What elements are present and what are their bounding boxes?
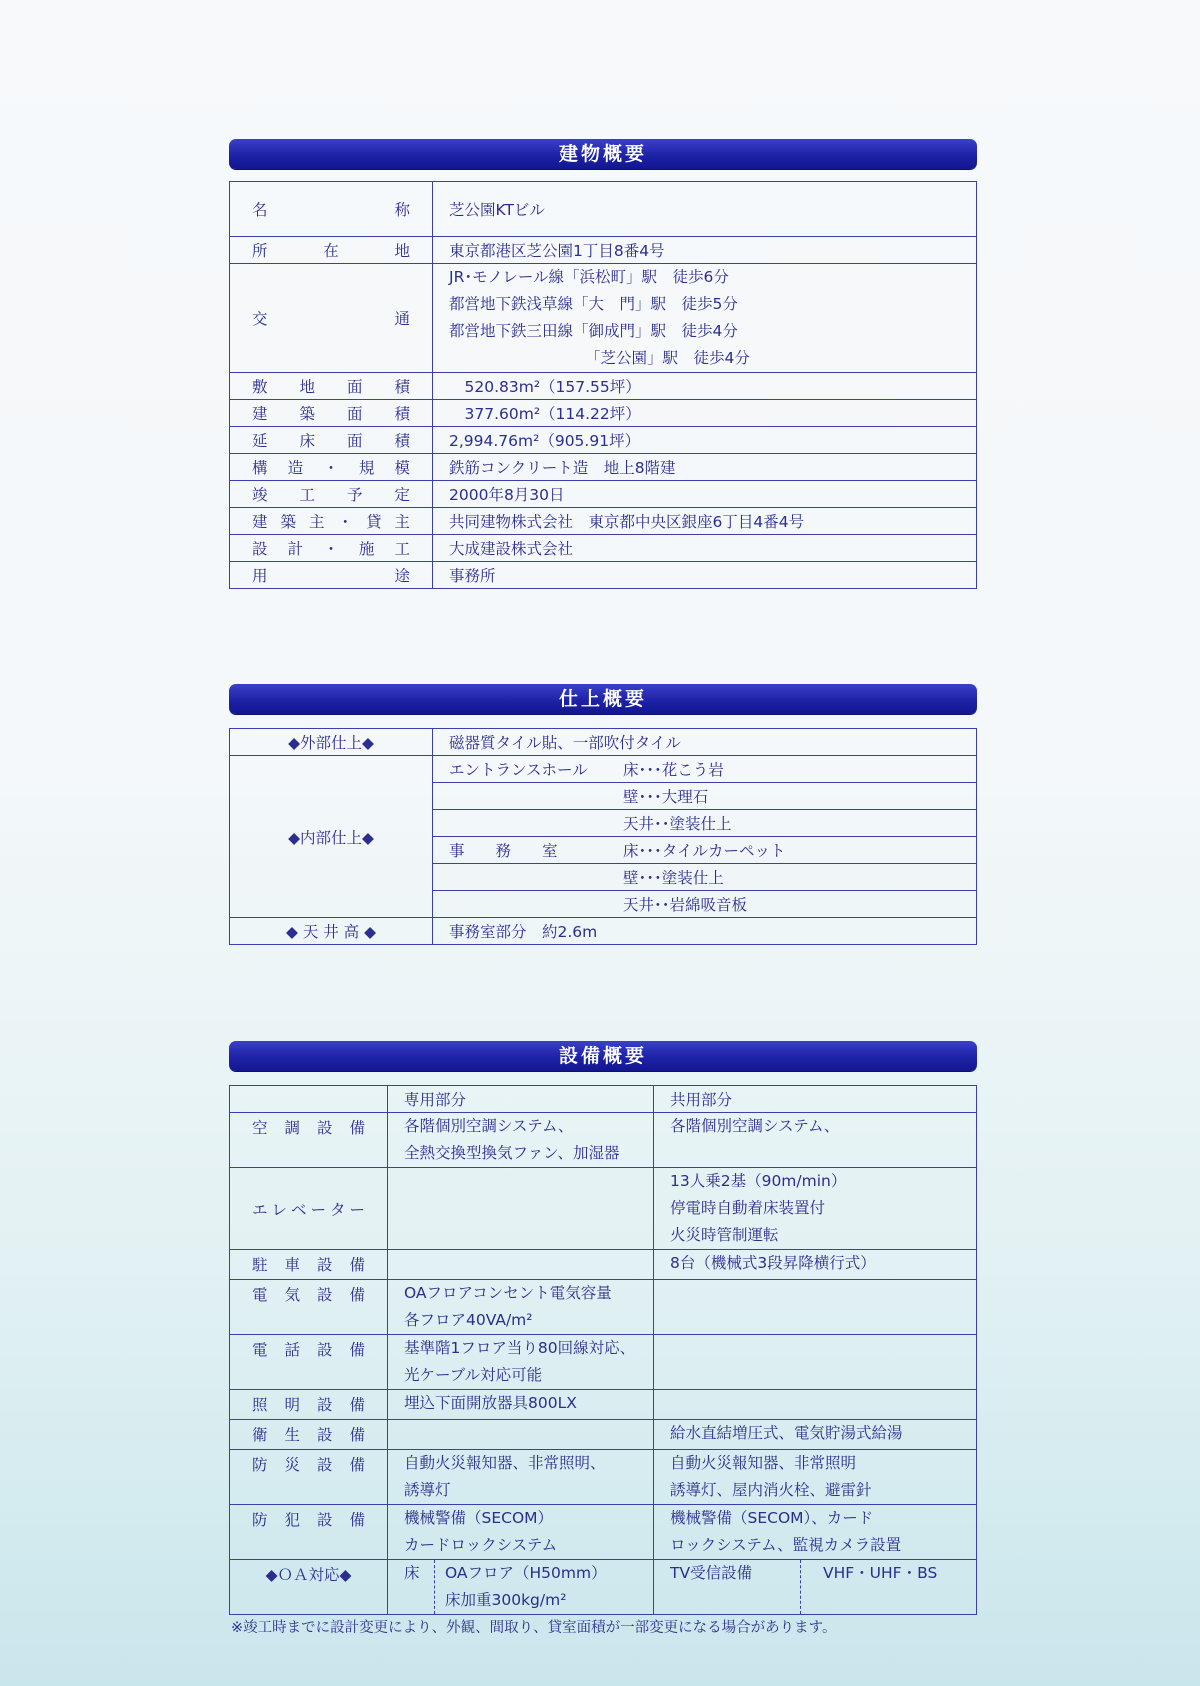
table-row [230, 918, 977, 945]
common-cell [654, 1250, 977, 1280]
table-header-row [230, 1086, 977, 1113]
interior-value-cell [433, 864, 977, 891]
interior-spec: 天井･･岩綿吸音板 [623, 896, 748, 914]
exterior-value: 磁器質タイル貼、一部吹付タイル [433, 729, 977, 756]
row-label-cell [230, 1113, 388, 1168]
row-label: 建 築 面 積 [252, 405, 410, 423]
table-row [230, 1113, 977, 1168]
row-label: 駐 車 設 備 [252, 1256, 365, 1274]
oa-floor-cell [388, 1560, 654, 1615]
cell-lines [670, 1113, 960, 1140]
common-cell [654, 1113, 977, 1168]
cell-line: 自動火災報知器、非常照明、 [404, 1454, 606, 1472]
interior-value-cell [433, 783, 977, 810]
cell-line: 「芝公園」駅 徒歩4分 [585, 349, 750, 367]
private-cell [388, 1113, 654, 1168]
table-row [230, 1390, 977, 1420]
cell-line: 誘導灯、屋内消火栓、避雷針 [670, 1481, 872, 1499]
exterior-label: ◆外部仕上◆ [230, 729, 433, 756]
cell-line: 機械警備（SECOM） [404, 1509, 554, 1527]
interior-label: ◆内部仕上◆ [230, 756, 433, 918]
row-label-cell [230, 535, 433, 562]
footnote: ※竣工時までに設計変更により、外観、間取り、貸室面積が一部変更になる場合があります。 [231, 1620, 837, 1636]
cell-line: OAフロア（H50mm） [445, 1564, 607, 1582]
table-row [230, 729, 977, 756]
row-label: 敷 地 面 積 [252, 378, 410, 396]
row-label-cell [230, 237, 433, 264]
oa-floor-label: 床 [404, 1564, 420, 1582]
row-value-cell: 大成建設株式会社 [433, 535, 977, 562]
cell-line: 8台（機械式3段昇降横行式） [670, 1254, 876, 1272]
finish-section [229, 684, 977, 945]
cell-lines [404, 1113, 637, 1167]
row-label-cell [230, 1505, 388, 1560]
cell-line: 13人乗2基（90m/min） [670, 1172, 847, 1190]
cell-line: 火災時管制運転 [670, 1226, 779, 1244]
row-label-cell [230, 1390, 388, 1420]
row-label: 空 調 設 備 [252, 1119, 365, 1137]
cell-line: 停電時自動着床装置付 [670, 1199, 826, 1217]
row-label: 衛 生 設 備 [252, 1426, 365, 1444]
cell-line: 光ケーブル対応可能 [404, 1366, 543, 1384]
table-row [230, 237, 977, 264]
table-row [230, 1560, 977, 1615]
ceiling-value: 事務室部分 約2.6m [433, 918, 977, 945]
row-label: 設 計 ・ 施 工 [252, 540, 410, 558]
cell-line: 給水直結増圧式、電気貯湯式給湯 [670, 1424, 903, 1442]
row-label-cell [230, 400, 433, 427]
building-table [229, 181, 977, 589]
cell-line: 各フロア40VA/m² [404, 1311, 533, 1329]
row-label-cell [230, 427, 433, 454]
cell-line: 機械警備（SECOM）、カード [670, 1509, 874, 1527]
oa-floor-spec [434, 1560, 607, 1614]
cell-line: 基準階1フロア当り80回線対応、 [404, 1339, 636, 1357]
private-cell [388, 1505, 654, 1560]
row-label-cell [230, 1335, 388, 1390]
cell-lines [404, 1450, 637, 1504]
header-common: 共用部分 [654, 1086, 977, 1113]
common-cell [654, 1280, 977, 1335]
cell-lines [404, 1280, 637, 1334]
row-label: 延 床 面 積 [252, 432, 410, 450]
row-value-cell: 377.60m²（114.22坪） [433, 400, 977, 427]
row-label-cell [230, 1420, 388, 1450]
cell-line: 床加重300kg/m² [445, 1591, 567, 1609]
table-row [230, 508, 977, 535]
interior-room: 事 務 室 [449, 842, 558, 860]
table-row [230, 481, 977, 508]
row-label-cell [230, 454, 433, 481]
cell-lines [670, 1505, 960, 1559]
row-label-cell [230, 373, 433, 400]
row-label-cell [230, 1250, 388, 1280]
row-value-cell: 鉄筋コンクリート造 地上8階建 [433, 454, 977, 481]
oa-tv-label: TV受信設備 [670, 1564, 753, 1582]
table-row [230, 1505, 977, 1560]
equipment-section [229, 1041, 977, 1615]
cell-line: 全熱交換型換気ファン、加湿器 [404, 1144, 620, 1162]
header-private: 専用部分 [388, 1086, 654, 1113]
oa-floor-wrap [404, 1560, 637, 1614]
private-cell [388, 1250, 654, 1280]
building-section [229, 139, 977, 589]
table-row [230, 400, 977, 427]
private-cell [388, 1335, 654, 1390]
cell-lines [670, 1420, 960, 1447]
row-label: 竣 工 予 定 [252, 486, 410, 504]
row-label: 照 明 設 備 [252, 1396, 365, 1414]
row-label: 構 造 ・ 規 模 [252, 459, 410, 477]
cell-line: 誘導灯 [404, 1481, 451, 1499]
table-row [230, 756, 977, 783]
common-cell [654, 1420, 977, 1450]
table-row [230, 182, 977, 237]
table-row [230, 427, 977, 454]
cell-lines [670, 1250, 960, 1277]
finish-banner: 仕上概要 [229, 684, 977, 714]
row-label-cell [230, 481, 433, 508]
row-label: 電 気 設 備 [252, 1286, 365, 1304]
table-row [230, 264, 977, 373]
row-value-cell: 事務所 [433, 562, 977, 589]
cell-lines [404, 1390, 637, 1417]
row-label-cell [230, 508, 433, 535]
table-row [230, 535, 977, 562]
row-value-cell: 芝公園KTビル [433, 182, 977, 237]
row-label: 交 通 [252, 310, 410, 328]
row-label: 防 犯 設 備 [252, 1511, 365, 1529]
row-value-cell: 2,994.76m²（905.91坪） [433, 427, 977, 454]
cell-line: JR･モノレール線「浜松町」駅 徒歩6分 [449, 268, 729, 286]
cell-line: 埋込下面開放器具800LX [404, 1394, 577, 1412]
interior-spec: 壁･･･塗装仕上 [623, 869, 724, 887]
row-label: 建 築 主 ・ 貸 主 [252, 513, 410, 531]
interior-spec: 床･･･タイルカーペット [623, 842, 786, 860]
cell-lines [670, 1450, 960, 1504]
common-cell [654, 1505, 977, 1560]
cell-line: カードロックシステム [404, 1536, 558, 1554]
cell-line: 自動火災報知器、非常照明 [670, 1454, 857, 1472]
table-row [230, 454, 977, 481]
interior-spec: 壁･･･大理石 [623, 788, 709, 806]
cell-lines [445, 1560, 607, 1614]
building-banner: 建物概要 [229, 139, 977, 169]
row-label: エ レ ベ ー タ ー [252, 1200, 365, 1219]
row-label-cell [230, 182, 433, 237]
private-cell [388, 1420, 654, 1450]
equipment-banner: 設備概要 [229, 1041, 977, 1071]
cell-lines [670, 1168, 960, 1249]
table-row [230, 1168, 977, 1250]
table-row [230, 1250, 977, 1280]
private-cell [388, 1280, 654, 1335]
row-label: 所 在 地 [252, 242, 410, 260]
row-value-cell [433, 264, 977, 373]
row-label-cell [230, 264, 433, 373]
row-value-cell: 2000年8月30日 [433, 481, 977, 508]
private-cell [388, 1168, 654, 1250]
table-row [230, 1450, 977, 1505]
row-label: 用 途 [252, 567, 410, 585]
private-cell [388, 1450, 654, 1505]
interior-spec: 天井･･塗装仕上 [623, 815, 732, 833]
header-blank [230, 1086, 388, 1113]
row-label-cell [230, 1280, 388, 1335]
row-label-cell [230, 1168, 388, 1250]
finish-table [229, 728, 977, 945]
interior-value-cell [433, 891, 977, 918]
cell-lines [449, 264, 960, 372]
row-value-cell: 東京都港区芝公園1丁目8番4号 [433, 237, 977, 264]
ceiling-label: ◆ 天 井 高 ◆ [230, 918, 433, 945]
oa-tv-value: VHF・UHF・BS [800, 1560, 937, 1614]
common-cell [654, 1168, 977, 1250]
cell-lines [404, 1335, 637, 1389]
cell-line: OAフロアコンセント電気容量 [404, 1284, 612, 1302]
cell-line: 各階個別空調システム、 [670, 1117, 840, 1135]
interior-spec: 床･･･花こう岩 [623, 761, 724, 779]
row-label: 防 災 設 備 [252, 1456, 365, 1474]
cell-line: 各階個別空調システム、 [404, 1117, 574, 1135]
row-label: 電 話 設 備 [252, 1341, 365, 1359]
oa-label: ◆ＯＡ対応◆ [230, 1560, 388, 1615]
table-row [230, 1420, 977, 1450]
table-row [230, 562, 977, 589]
row-value-cell: 共同建物株式会社 東京都中央区銀座6丁目4番4号 [433, 508, 977, 535]
row-label: 名 称 [252, 201, 410, 219]
oa-tv-cell [654, 1560, 977, 1615]
cell-line: 都営地下鉄浅草線「大 門」駅 徒歩5分 [449, 295, 738, 313]
common-cell [654, 1390, 977, 1420]
row-label-cell [230, 562, 433, 589]
interior-value-cell [433, 837, 977, 864]
private-cell [388, 1390, 654, 1420]
table-row [230, 1280, 977, 1335]
cell-line: ロックシステム、監視カメラ設置 [670, 1536, 902, 1554]
equipment-table [229, 1085, 977, 1615]
interior-room: エントランスホール [449, 761, 588, 779]
table-row [230, 373, 977, 400]
cell-line: 都営地下鉄三田線「御成門」駅 徒歩4分 [449, 322, 738, 340]
row-value-cell: 520.83m²（157.55坪） [433, 373, 977, 400]
row-label-cell [230, 1450, 388, 1505]
common-cell [654, 1335, 977, 1390]
cell-lines [404, 1505, 637, 1559]
oa-tv-wrap [670, 1560, 960, 1614]
interior-value-cell [433, 756, 977, 783]
table-row [230, 1335, 977, 1390]
interior-value-cell [433, 810, 977, 837]
common-cell [654, 1450, 977, 1505]
